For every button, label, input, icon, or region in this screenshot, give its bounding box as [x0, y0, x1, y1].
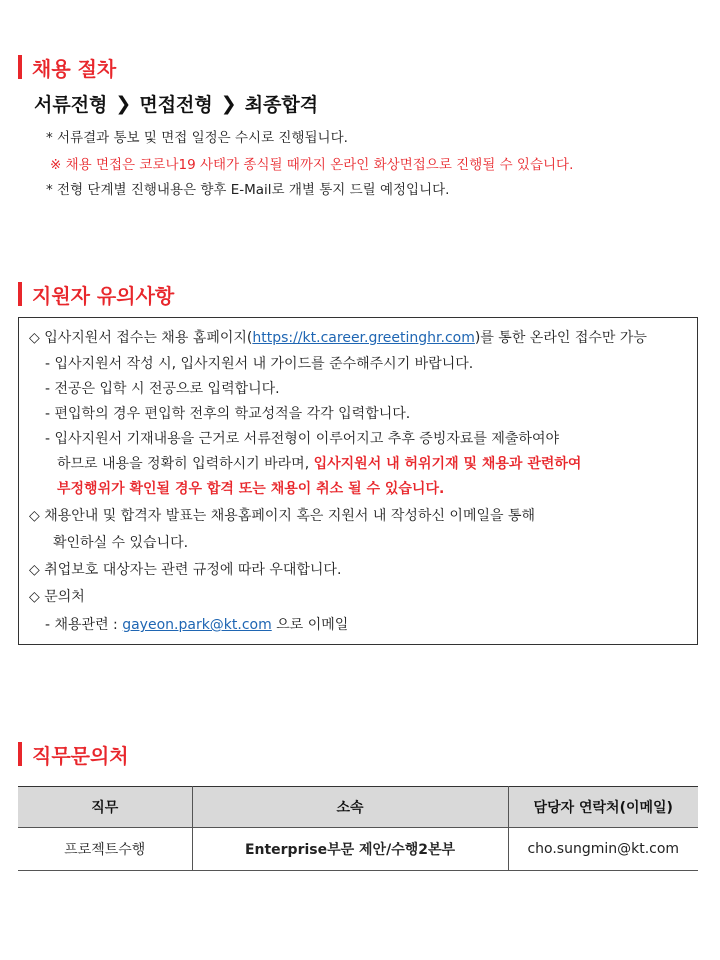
recruit-email-link[interactable]: gayeon.park@kt.com — [122, 617, 272, 633]
notice-item-1 — [29, 327, 647, 347]
career-homepage-link[interactable]: https://kt.career.greetinghr.com — [252, 330, 475, 346]
process-note-2: ※ 채용 면접은 코로나19 사태가 종식될 때까지 온라인 화상면접으로 진행될 수 있습니다. — [50, 157, 574, 173]
notice-warning-text-2: 부정행위가 확인될 경우 합격 또는 채용이 취소 될 수 있습니다. — [57, 481, 445, 497]
step-2: 면접전형 — [139, 94, 213, 116]
cell-dept: Enterprise부문 제안/수행2본부 — [192, 828, 508, 871]
notice-item-4-sub — [45, 614, 348, 634]
notice-item-1-sub-2: - 전공은 입학 시 전공으로 입력합니다. — [45, 381, 280, 397]
notice-title-text: 지원자 유의사항 — [32, 283, 175, 308]
chevron-right-icon: ❯ — [220, 92, 237, 115]
notice-section-title — [18, 281, 174, 307]
cell-job: 프로젝트수행 — [18, 828, 192, 871]
title-marker — [18, 55, 22, 79]
cell-email[interactable]: cho.sungmin@kt.com — [508, 828, 698, 871]
job-contact-section-title — [18, 741, 129, 767]
step-1: 서류전형 — [34, 94, 108, 116]
contact-suffix: 으로 이메일 — [271, 617, 349, 633]
notice-item-1-sub-5 — [57, 453, 581, 473]
header-job: 직무 — [18, 787, 192, 828]
notice-item-3: ◇ 취업보호 대상자는 관련 규정에 따라 우대합니다. — [29, 562, 342, 578]
table-header-row — [18, 787, 698, 828]
notice-item-1-sub-1: - 입사지원서 작성 시, 입사지원서 내 가이드를 준수해주시기 바랍니다. — [45, 356, 474, 372]
notice-sub-5-normal: 하므로 내용을 정확히 입력하시기 바라며, — [57, 456, 314, 472]
header-contact: 담당자 연락처(이메일) — [508, 787, 698, 828]
notice-box — [18, 317, 698, 645]
process-section-title — [18, 54, 116, 80]
notice-item-1-prefix: ◇ 입사지원서 접수는 채용 홈페이지( — [29, 330, 253, 346]
chevron-right-icon: ❯ — [115, 92, 132, 115]
notice-item-1-sub-3: - 편입학의 경우 편입학 전후의 학교성적을 각각 입력합니다. — [45, 406, 411, 422]
table-row — [18, 828, 698, 871]
notice-item-1-sub-4: - 입사지원서 기재내용을 근거로 서류전형이 이루어지고 추후 증빙자료를 제출하여야 — [45, 431, 559, 447]
step-3: 최종합격 — [244, 94, 319, 116]
process-note-3: * 전형 단계별 진행내용은 향후 E-Mail로 개별 통지 드릴 예정입니다. — [46, 182, 450, 198]
notice-warning-text: 입사지원서 내 허위기재 및 채용과 관련하여 — [313, 456, 582, 472]
process-note-1: * 서류결과 통보 및 면접 일정은 수시로 진행됩니다. — [46, 130, 348, 146]
notice-item-4: ◇ 문의처 — [29, 589, 85, 605]
job-contact-table — [18, 786, 698, 871]
process-title-text: 채용 절차 — [32, 56, 117, 81]
process-steps — [34, 90, 318, 117]
job-contact-title-text: 직무문의처 — [32, 743, 129, 768]
title-marker — [18, 282, 22, 306]
notice-item-2-cont: 확인하실 수 있습니다. — [53, 535, 189, 551]
title-marker — [18, 742, 22, 766]
header-dept: 소속 — [192, 787, 508, 828]
notice-item-1-suffix: )를 통한 온라인 접수만 가능 — [474, 330, 647, 346]
contact-prefix: - 채용관련 : — [45, 617, 123, 633]
notice-item-2: ◇ 채용안내 및 합격자 발표는 채용홈페이지 혹은 지원서 내 작성하신 이메일을 통해 — [29, 508, 536, 524]
